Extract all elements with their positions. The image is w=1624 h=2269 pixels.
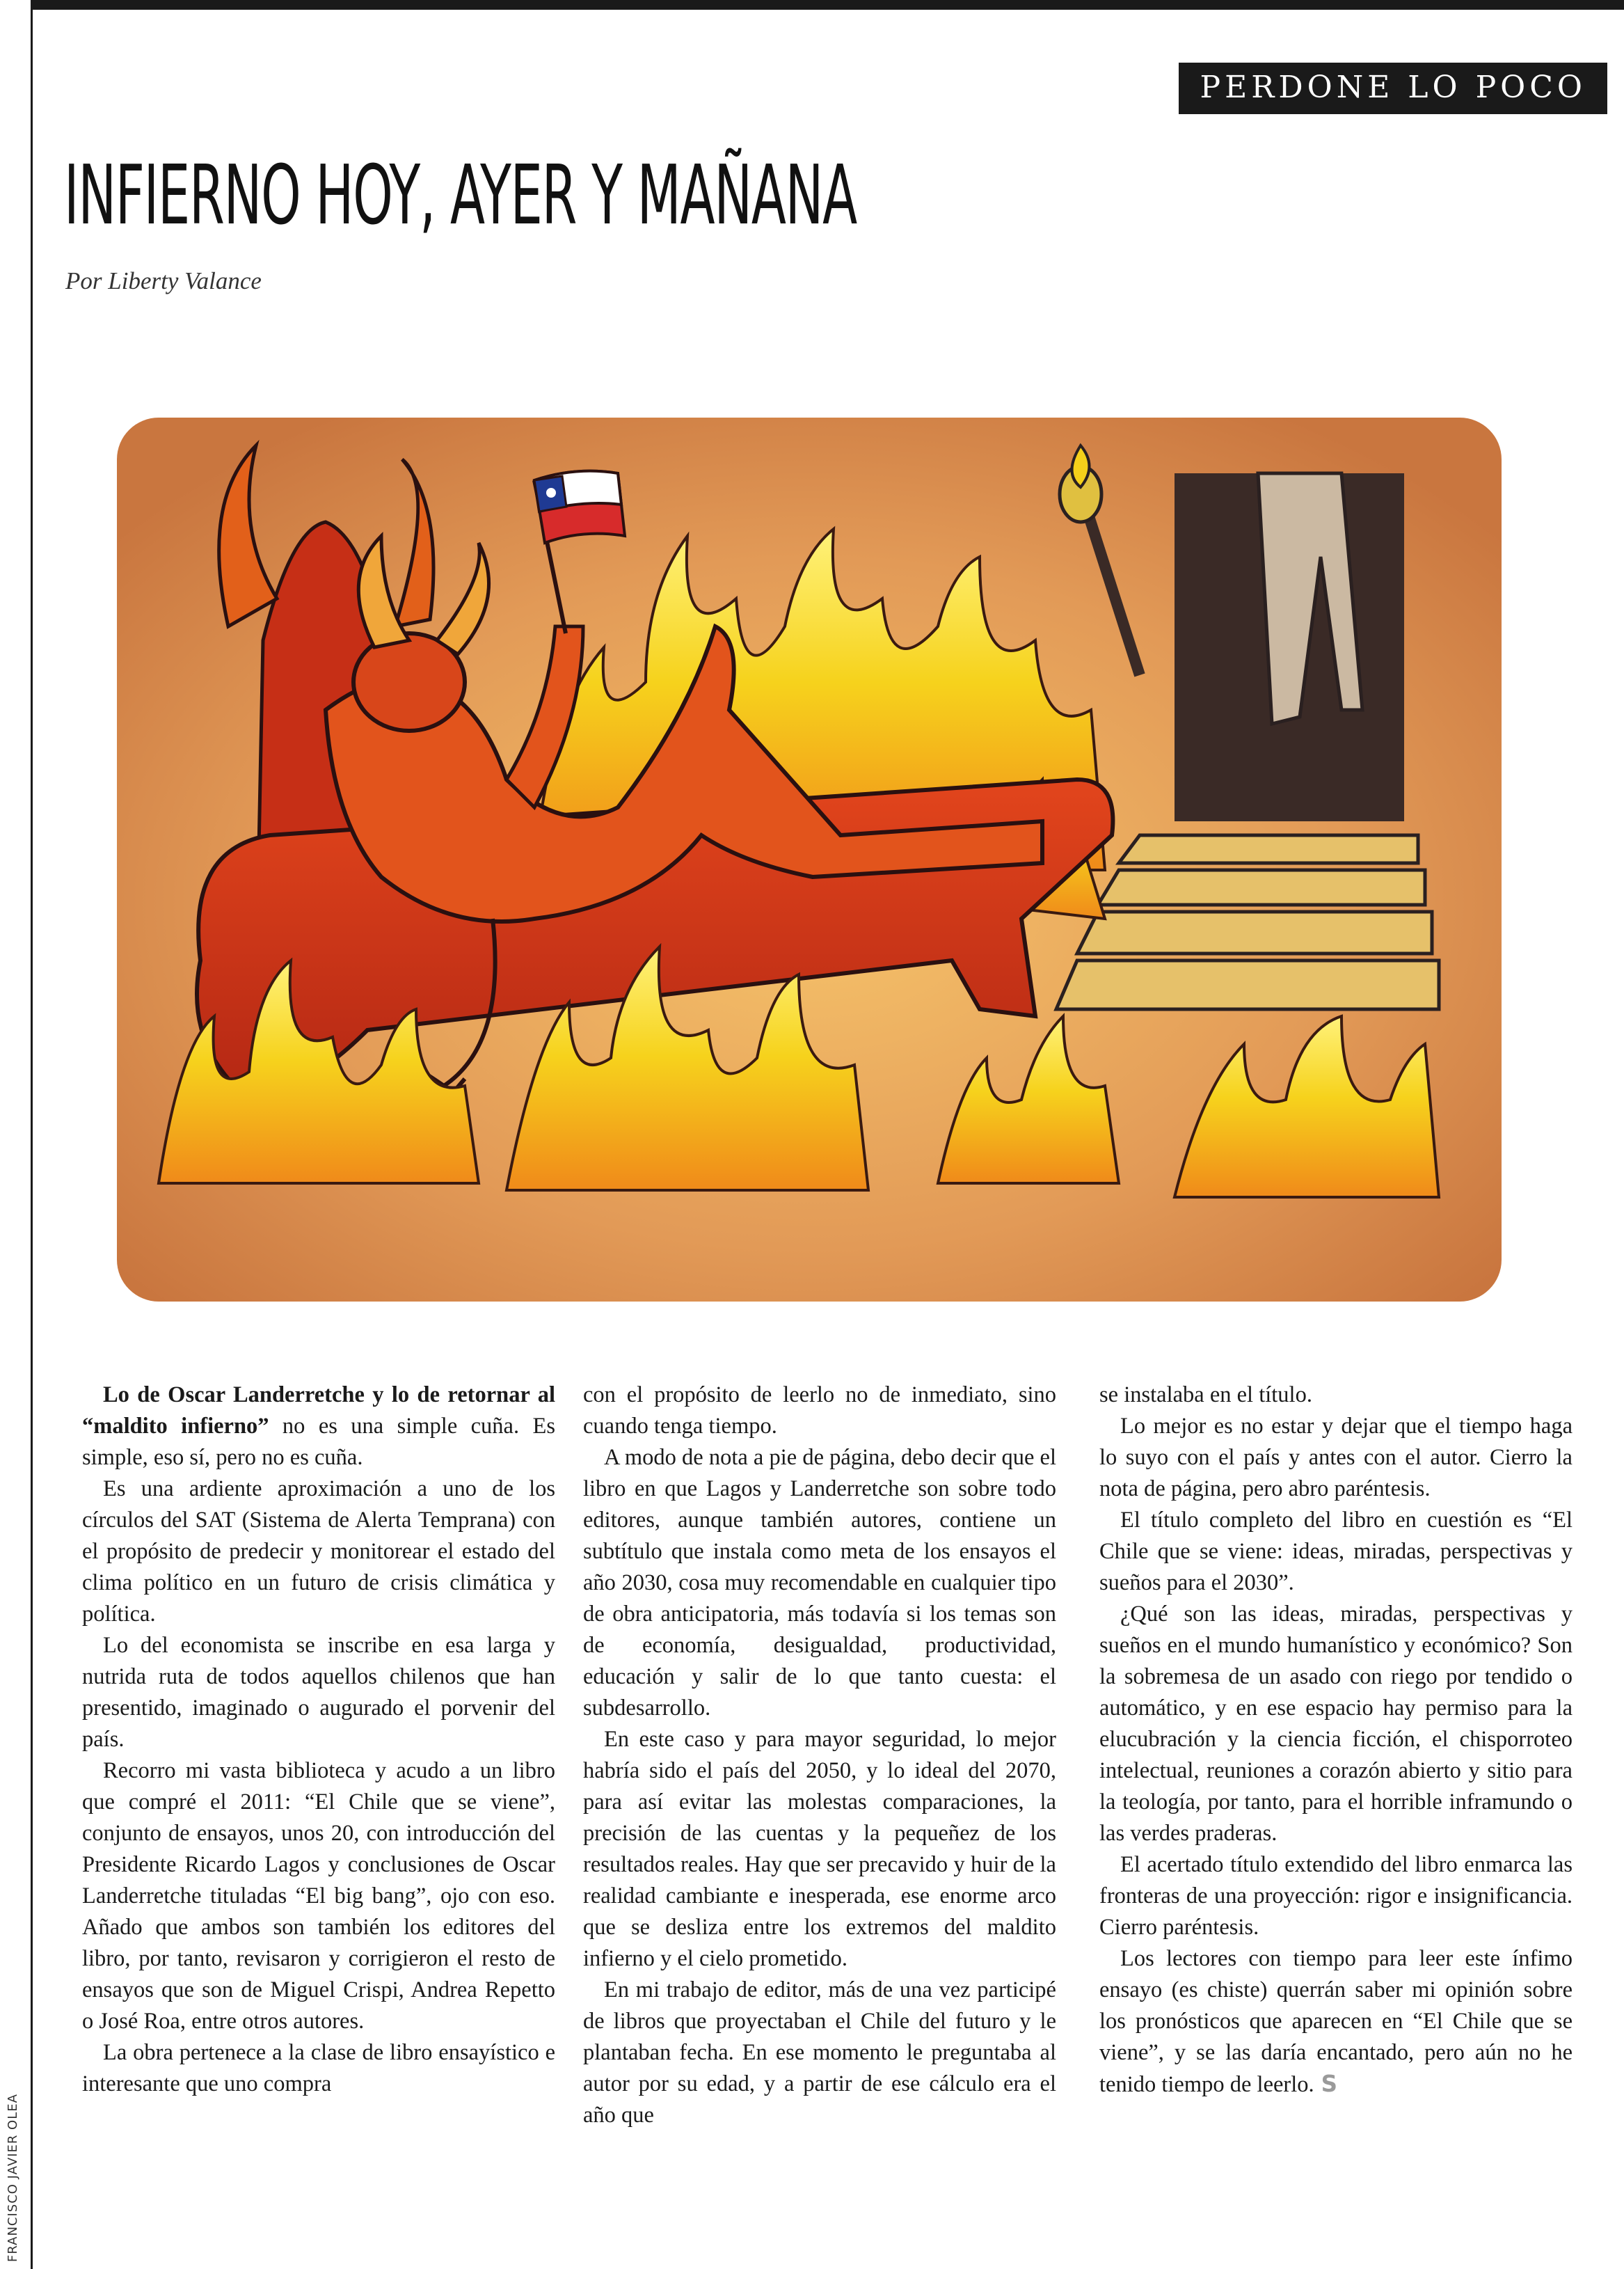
paragraph-text: Los lectores con tiempo para leer este ínfimo ensayo (es chiste) querrán saber mi opinión sobre los pronósticos que aparecen en “El Chile que se viene”, y se las daría encantado, pero aún no he tenido tiempo de leerlo. [1099,1946,1573,2097]
section-tag: PERDONE LO POCO [1179,63,1607,114]
paragraph: Lo del economista se inscribe en esa larga y nutrida ruta de todos aquellos chilenos que han presentido, imaginado o augurado el porvenir del país. [82,1633,555,1752]
closing-paragraph [1099,1943,1573,2101]
article-column-3 [1099,1379,1573,2101]
chilean-flag [534,471,625,543]
lead-text: no es una simple cuña. Es simple, eso sí, pero no es cuña. [82,1414,555,1470]
lead-paragraph [82,1379,555,1473]
paragraph: A modo de nota a pie de página, debo decir que el libro en que Lagos y Landerretche son sobre todo editores, aunque también autores, contiene un subtítulo que instala como meta de los ensayos el año 2030, cosa muy recomendable en cualquier tipo de obra anticipatoria, más todavía si los temas son de economía, desigualdad, productividad, educación y salir de lo que tanto cuesta: el subdesarrollo. [583,1445,1056,1721]
paragraph: La obra pertenece a la clase de libro ensayístico e interesante que uno compra [82,2040,555,2096]
paragraph: se instalaba en el título. [1099,1382,1312,1407]
article-body [82,1379,1592,2250]
paragraph: con el propósito de leerlo no de inmediato, sino cuando tenga tiempo. [583,1382,1056,1439]
article-column-2 [583,1379,1056,2131]
paragraph: Es una ardiente aproximación a uno de los círculos del SAT (Sistema de Alerta Temprana) con el propósito de predecir y monitorear el estado del clima político en un futuro de crisis climática y política. [82,1476,555,1627]
paragraph: En mi trabajo de editor, más de una vez participé de libros que proyectaban el Chile del futuro y le plantaban fecha. En ese momento le preguntaba al autor por su edad, y a partir de ese cálculo era el año que [583,1977,1056,2128]
paragraph: ¿Qué son las ideas, miradas, perspectivas y sueños en el mundo humanístico y económico? Son la sobremesa de un asado con riego por tendido o automático, y en ese espacio hay permiso para la elucubración y la ciencia ficción, el chisporroteo intelectual, reuniones a corazón abierto y sitio para la teología, por tanto, para el horrible inframundo o las verdes praderas. [1099,1602,1573,1846]
byline: Por Liberty Valance [65,267,262,294]
top-rule [31,0,1624,10]
paragraph: En este caso y para mayor seguridad, lo mejor habría sido el país del 2050, y lo ideal del 2070, para así evitar las molestas comparaciones, la precisión de las cuentas y la pequeñez de los resultados reales. Hay que ser precavido y huir de la realidad cambiante e inesperada, ese enorme arco que se desliza entre los extremos del maldito infierno y el cielo prometido. [583,1727,1056,1971]
left-rule [31,0,33,2269]
paragraph: Recorro mi vasta biblioteca y acudo a un libro que compré el 2011: “El Chile que se viene”, conjunto de ensayos, unos 20, con introducción del Presidente Ricardo Lagos y conclusiones de Oscar Landerretche tituladas “El big bang”, ojo con eso. Añado que ambos son también los editores del libro, por tanto, revisaron y corrigieron el resto de ensayos que son de Miguel Crispi, Andrea Repetto o José Roa, entre otros autores. [82,1758,555,2034]
end-mark: S [1321,2071,1338,2097]
headline: INFIERNO HOY, AYER Y MAÑANA [64,147,857,243]
photo-credit: FRANCISCO JAVIER OLEA [6,2094,20,2262]
paragraph: Lo mejor es no estar y dejar que el tiempo haga lo suyo con el país y antes con el autor. Cierro la nota de página, pero abro paréntesis. [1099,1414,1573,1501]
lead-bold-text: Lo de Oscar Landerretche y lo de retornar al “maldito infierno” [82,1382,555,1439]
illustration [117,418,1502,1302]
paragraph: El acertado título extendido del libro enmarca las fronteras de una proyección: rigor e insignificancia. Cierro paréntesis. [1099,1852,1573,1940]
paragraph: El título completo del libro en cuestión es “El Chile que se viene: ideas, miradas, perspectivas y sueños para el 2030”. [1099,1508,1573,1595]
article-column-1 [82,1379,555,2100]
